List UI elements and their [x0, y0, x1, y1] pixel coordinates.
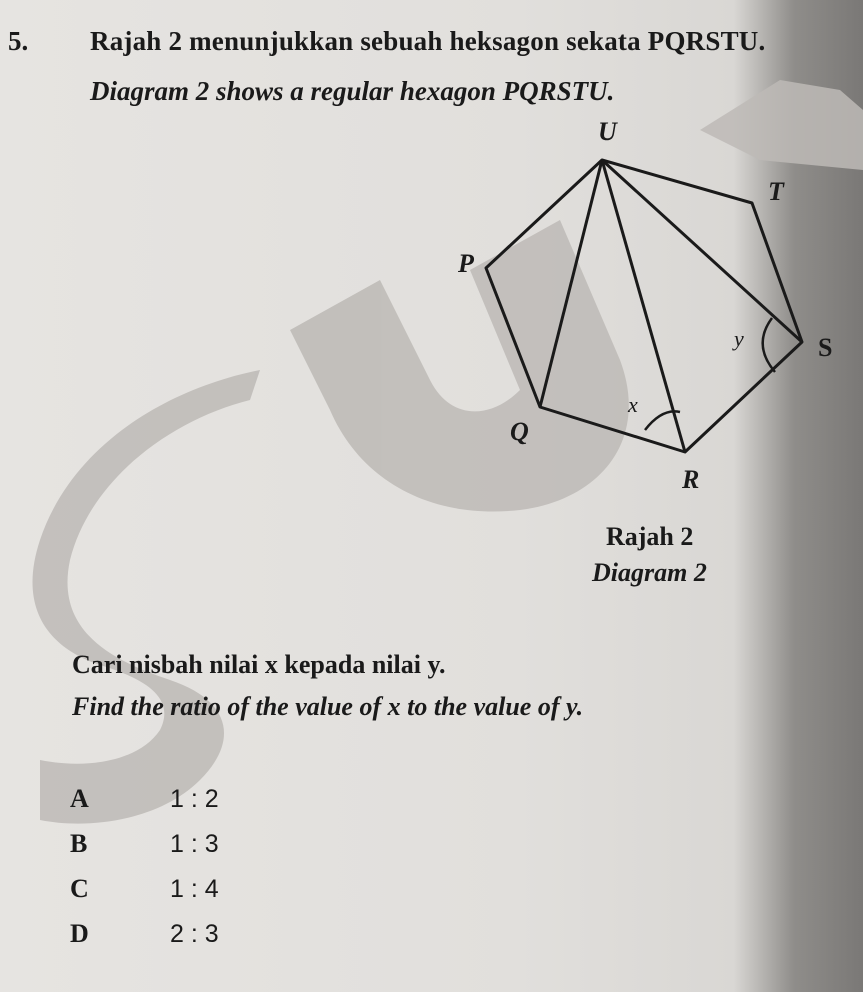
option-value: 1 : 4 — [170, 875, 219, 903]
diagram-caption-malay: Rajah 2 — [606, 522, 694, 551]
diagonal-UR — [602, 160, 685, 452]
question-text-malay: Rajah 2 menunjukkan sebuah heksagon sekata PQRSTU. — [90, 26, 766, 56]
option-letter: C — [70, 874, 89, 903]
angle-label-x: x — [628, 392, 638, 417]
vertex-label-S: S — [818, 333, 833, 362]
option-d[interactable] — [70, 919, 219, 949]
option-value: 1 : 2 — [170, 785, 219, 813]
question-text-english: Diagram 2 shows a regular hexagon PQRSTU. — [90, 76, 615, 106]
option-value: 2 : 3 — [170, 920, 219, 948]
option-letter: A — [70, 784, 89, 813]
prompt-english: Find the ratio of the value of x to the value of y. — [72, 692, 584, 721]
vertex-label-Q: Q — [510, 417, 529, 446]
option-b[interactable] — [70, 829, 219, 859]
option-c[interactable] — [70, 874, 219, 904]
vertex-label-T: T — [768, 177, 784, 206]
option-letter: D — [70, 919, 89, 948]
option-letter: B — [70, 829, 88, 858]
vertex-label-U: U — [598, 117, 617, 146]
vertex-label-P: P — [458, 249, 474, 278]
question-number: 5. — [8, 26, 29, 56]
angle-arc-y — [763, 318, 775, 372]
diagram-caption-english: Diagram 2 — [592, 558, 707, 587]
vertex-label-R: R — [682, 465, 700, 494]
angle-label-y: y — [734, 326, 744, 351]
prompt-malay: Cari nisbah nilai x kepada nilai y. — [72, 650, 446, 679]
option-a[interactable] — [70, 784, 219, 814]
diagonal-UQ — [540, 160, 602, 407]
option-value: 1 : 3 — [170, 830, 219, 858]
